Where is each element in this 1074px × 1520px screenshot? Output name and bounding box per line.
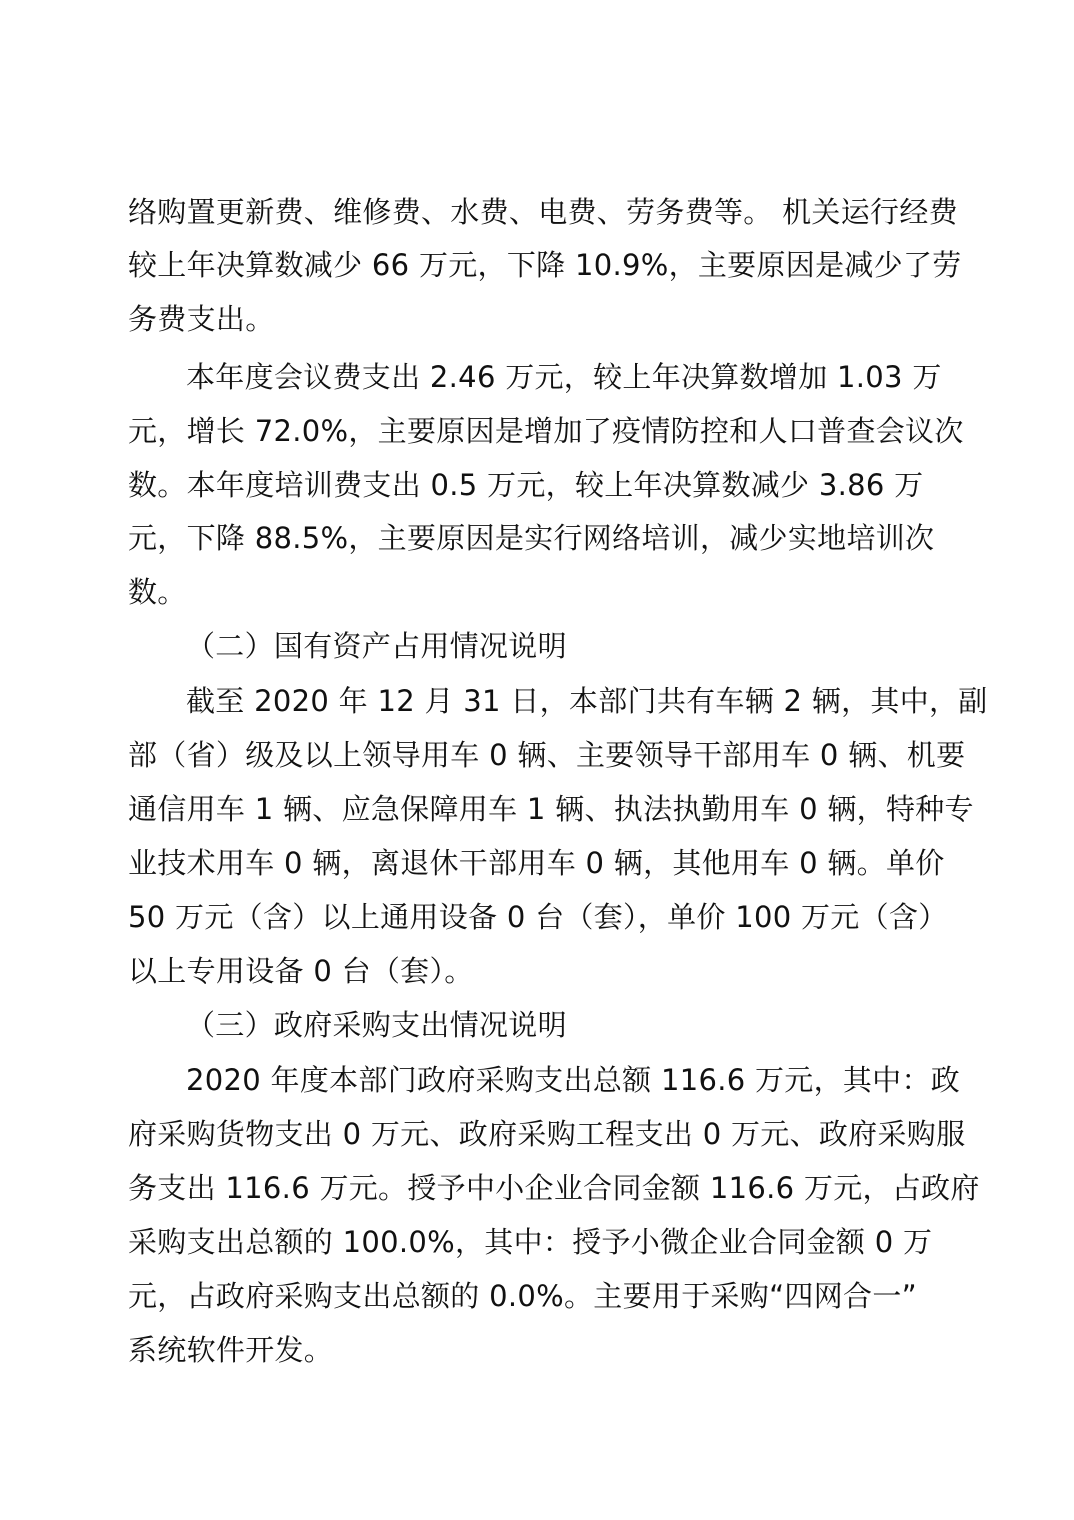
- text-line: 元，占政府采购支出总额的 0.0%。主要用于采购“四网合一”: [128, 1279, 917, 1313]
- text-line: 通信用车 1 辆、应急保障用车 1 辆、执法执勤用车 0 辆，特种专: [128, 792, 974, 826]
- text-line: 元，增长 72.0%，主要原因是增加了疫情防控和人口普查会议次: [128, 414, 964, 448]
- text-line: 络购置更新费、维修费、水费、电费、劳务费等。 机关运行经费: [128, 195, 958, 229]
- text-line: 务费支出。: [128, 302, 275, 336]
- section-heading: （二）国有资产占用情况说明: [186, 629, 567, 663]
- text-line: 务支出 116.6 万元。授予中小企业合同金额 116.6 万元，占政府: [128, 1171, 980, 1205]
- text-line: 数。本年度培训费支出 0.5 万元，较上年决算数减少 3.86 万: [128, 468, 924, 502]
- text-line: 以上专用设备 0 台（套）。: [128, 954, 474, 988]
- text-line: 50 万元（含）以上通用设备 0 台（套），单价 100 万元（含）: [128, 900, 948, 934]
- text-line: 府采购货物支出 0 万元、政府采购工程支出 0 万元、政府采购服: [128, 1117, 966, 1151]
- text-line: 数。: [128, 575, 187, 609]
- text-line: 2020 年度本部门政府采购支出总额 116.6 万元，其中：政: [186, 1063, 961, 1097]
- section-heading: （三）政府采购支出情况说明: [186, 1008, 567, 1042]
- text-line: 系统软件开发。: [128, 1333, 334, 1367]
- text-line: 采购支出总额的 100.0%，其中：授予小微企业合同金额 0 万: [128, 1225, 933, 1259]
- text-line: 较上年决算数减少 66 万元，下降 10.9%，主要原因是减少了劳: [128, 248, 962, 282]
- text-line: 元，下降 88.5%，主要原因是实行网络培训，减少实地培训次: [128, 521, 935, 555]
- text-line: 截至 2020 年 12 月 31 日，本部门共有车辆 2 辆，其中，副: [186, 684, 988, 718]
- text-line: 业技术用车 0 辆，离退休干部用车 0 辆，其他用车 0 辆。单价: [128, 846, 945, 880]
- text-line: 部（省）级及以上领导用车 0 辆、主要领导干部用车 0 辆、机要: [128, 738, 966, 772]
- text-line: 本年度会议费支出 2.46 万元，较上年决算数增加 1.03 万: [186, 360, 942, 394]
